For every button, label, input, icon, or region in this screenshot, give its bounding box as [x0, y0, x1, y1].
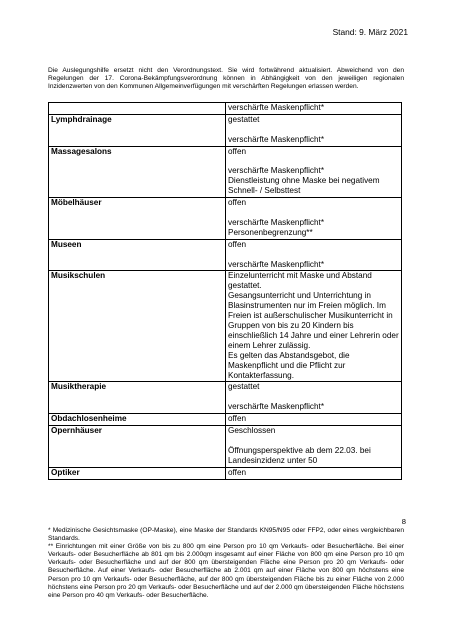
rule-status: verschärfte Maskenpflicht*: [228, 103, 325, 112]
rule-cell: [226, 198, 402, 240]
spacer: [228, 392, 399, 402]
table-row: [49, 114, 402, 146]
footnote-mask: * Medizinische Gesichtsmaske (OP-Maske), eine Maske der Standards KN95/N95 oder FFP2, oder eines vergleichbaren Standards.: [48, 527, 404, 543]
rule-cell: [226, 271, 402, 382]
spacer: [228, 436, 399, 446]
rule-cell: [226, 382, 402, 414]
table-row: [49, 382, 402, 414]
table-row: [49, 426, 402, 468]
table-row: [49, 146, 402, 198]
facility-name-cell: Musikschulen: [49, 271, 226, 382]
document-date: Stand: 9. März 2021: [332, 27, 408, 37]
facility-name-cell: Museen: [49, 239, 226, 271]
rule-detail: verschärfte Maskenpflicht* Personenbegrenzung**: [228, 217, 325, 237]
facility-name-cell: Lymphdrainage: [49, 114, 226, 146]
intro-paragraph: Die Auslegungshilfe ersetzt nicht den Verordnungstext. Sie wird fortwährend aktualisiert. Abweichend von den Regelungen der 17. Corona-Bekämpfungsverordnung können in Abhängigkeit von den jeweiligen regionalen Inzidenzwerten von den Kommunen Allgemeinverfügungen mit verschärften Regelungen erlassen werden.: [48, 67, 404, 91]
spacer: [228, 250, 399, 260]
table-row: [49, 198, 402, 240]
spacer: [228, 125, 399, 135]
rule-detail: verschärfte Maskenpflicht* Dienstleistung ohne Maske bei negativem Schnell- / Selbsttest: [228, 166, 380, 196]
facility-name-cell: Opernhäuser: [49, 426, 226, 468]
rule-cell: [226, 414, 402, 426]
rule-cell: [226, 103, 402, 115]
table-row: [49, 103, 402, 115]
facility-name-cell: Massagesalons: [49, 146, 226, 198]
facility-name-cell: Musiktherapie: [49, 382, 226, 414]
table-row: [49, 271, 402, 382]
page-number: 8: [401, 517, 406, 526]
rule-detail: verschärfte Maskenpflicht*: [228, 134, 325, 144]
rule-status: Einzelunterricht mit Maske und Abstand gestattet. Gesangsunterricht und Unterrichtung in Blasinstrumenten nur im Freien möglich. Im Freien ist außerschulischer Musikunterricht in Gruppen von bis zu 20 Kindern bis einschließlich 14 Jahre und einer Lehrerin oder einem Lehrer zulässig. Es gelten das Abstandsgebot, die Maskenpflicht und die Pflicht zur Kontakterfassung.: [228, 271, 399, 380]
rule-status: gestattet: [228, 382, 260, 392]
rule-cell: [226, 239, 402, 271]
spacer: [228, 157, 399, 167]
footnotes: [48, 527, 404, 600]
table-row: [49, 239, 402, 271]
rule-status: offen: [228, 146, 247, 156]
table-row: [49, 414, 402, 426]
rule-cell: [226, 426, 402, 468]
rule-status: offen: [228, 198, 247, 208]
rule-status: gestattet: [228, 114, 260, 124]
rule-detail: verschärfte Maskenpflicht*: [228, 259, 325, 269]
rule-status: offen: [228, 239, 247, 249]
facility-name-cell: Möbelhäuser: [49, 198, 226, 240]
rule-cell: [226, 467, 402, 479]
facility-name-cell: Optiker: [49, 467, 226, 479]
rule-detail: Öffnungsperspektive ab dem 22.03. bei Landesinzidenz unter 50: [228, 445, 371, 465]
rule-cell: [226, 114, 402, 146]
facility-name-cell: [49, 103, 226, 115]
rule-cell: [226, 146, 402, 198]
rules-table: [48, 102, 402, 480]
rule-detail: verschärfte Maskenpflicht*: [228, 402, 325, 412]
spacer: [228, 208, 399, 218]
rule-status: offen: [228, 467, 247, 477]
rules-table-body: [49, 103, 402, 480]
footnote-person-limit: ** Einrichtungen mit einer Größe von bis zu 800 qm eine Person pro 10 qm Verkaufs- oder Besucherfläche. Bei einer Verkaufs- oder Besucherfläche ab 801 qm bis 2.000qm insgesamt auf einer Fläche von 800 qm eine Person pro 10 qm Verkaufs- oder Besucherfläche und auf der 800 qm übersteigenden Fläche eine Person pro 20 qm Verkaufs- oder Besucherfläche. Auf einer Verkaufs- oder Besucherfläche ab 2.001 qm auf einer Fläche von 800 qm höchstens eine Person pro 10 qm Verkaufs- oder Besucherfläche, auf der 800 qm übersteigenden Fläche bis zu einer Fläche von 2.000 höchstens eine Person pro 20 qm Verkaufs- oder Besucherfläche und auf der 2.000 qm übersteigenden Fläche höchstens eine Person pro 40 qm Verkaufs- oder Besucherfläche.: [48, 543, 404, 599]
table-row: [49, 467, 402, 479]
rule-status: Geschlossen: [228, 426, 276, 436]
facility-name-cell: Obdachlosenheime: [49, 414, 226, 426]
rule-status: offen: [228, 414, 247, 424]
